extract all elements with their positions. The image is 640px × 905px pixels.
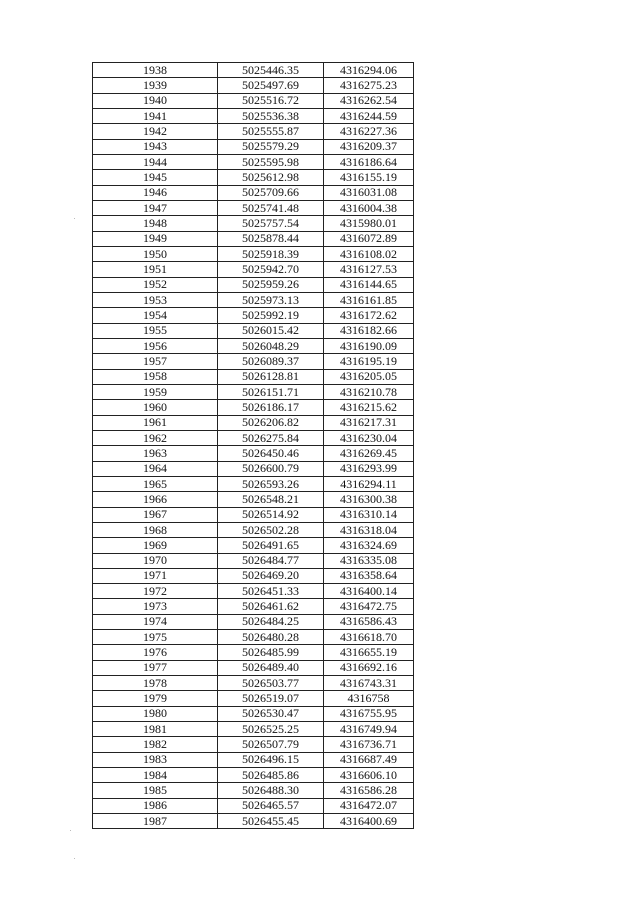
x-coordinate-cell: 5025959.26 [218, 277, 324, 292]
point-id-cell: 1956 [93, 338, 218, 353]
y-coordinate-cell: 4316182.66 [324, 323, 414, 338]
table-row [93, 446, 414, 461]
point-id-cell: 1966 [93, 492, 218, 507]
scan-speck [74, 218, 75, 219]
table-row [93, 323, 414, 338]
table-row [93, 752, 414, 767]
point-id-cell: 1964 [93, 461, 218, 476]
y-coordinate-cell: 4316655.19 [324, 645, 414, 660]
table-row [93, 93, 414, 108]
x-coordinate-cell: 5025516.72 [218, 93, 324, 108]
point-id-cell: 1973 [93, 599, 218, 614]
point-id-cell: 1961 [93, 415, 218, 430]
x-coordinate-cell: 5025878.44 [218, 231, 324, 246]
point-id-cell: 1971 [93, 568, 218, 583]
point-id-cell: 1987 [93, 814, 218, 829]
x-coordinate-cell: 5025757.54 [218, 216, 324, 231]
point-id-cell: 1972 [93, 584, 218, 599]
y-coordinate-cell: 4316400.69 [324, 814, 414, 829]
point-id-cell: 1939 [93, 78, 218, 93]
point-id-cell: 1981 [93, 722, 218, 737]
point-id-cell: 1943 [93, 139, 218, 154]
y-coordinate-cell: 4316318.04 [324, 522, 414, 537]
x-coordinate-cell: 5026128.81 [218, 369, 324, 384]
y-coordinate-cell: 4316692.16 [324, 660, 414, 675]
scan-speck [74, 858, 75, 859]
x-coordinate-cell: 5026465.57 [218, 798, 324, 813]
x-coordinate-cell: 5026484.25 [218, 614, 324, 629]
table-row [93, 768, 414, 783]
table-row [93, 354, 414, 369]
x-coordinate-cell: 5026489.40 [218, 660, 324, 675]
table-row [93, 63, 414, 78]
y-coordinate-cell: 4316072.89 [324, 231, 414, 246]
x-coordinate-cell: 5026206.82 [218, 415, 324, 430]
x-coordinate-cell: 5026484.77 [218, 553, 324, 568]
point-id-cell: 1959 [93, 384, 218, 399]
scan-speck [70, 830, 71, 831]
y-coordinate-cell: 4316215.62 [324, 400, 414, 415]
table-row [93, 798, 414, 813]
table-row [93, 568, 414, 583]
point-id-cell: 1965 [93, 476, 218, 491]
x-coordinate-cell: 5026593.26 [218, 476, 324, 491]
table-row [93, 384, 414, 399]
x-coordinate-cell: 5025595.98 [218, 154, 324, 169]
point-id-cell: 1960 [93, 400, 218, 415]
x-coordinate-cell: 5026503.77 [218, 676, 324, 691]
x-coordinate-cell: 5026469.20 [218, 568, 324, 583]
table-row [93, 400, 414, 415]
x-coordinate-cell: 5026548.21 [218, 492, 324, 507]
table-row [93, 492, 414, 507]
y-coordinate-cell: 4316293.99 [324, 461, 414, 476]
table-row [93, 461, 414, 476]
point-id-cell: 1980 [93, 706, 218, 721]
point-id-cell: 1941 [93, 108, 218, 123]
y-coordinate-cell: 4316294.06 [324, 63, 414, 78]
x-coordinate-cell: 5026496.15 [218, 752, 324, 767]
x-coordinate-cell: 5026015.42 [218, 323, 324, 338]
y-coordinate-cell: 4316472.75 [324, 599, 414, 614]
y-coordinate-cell: 4316586.43 [324, 614, 414, 629]
point-id-cell: 1986 [93, 798, 218, 813]
point-id-cell: 1948 [93, 216, 218, 231]
point-id-cell: 1985 [93, 783, 218, 798]
x-coordinate-cell: 5025446.35 [218, 63, 324, 78]
table-row [93, 124, 414, 139]
y-coordinate-cell: 4316300.38 [324, 492, 414, 507]
y-coordinate-cell: 4316205.05 [324, 369, 414, 384]
y-coordinate-cell: 4316294.11 [324, 476, 414, 491]
table-row [93, 660, 414, 675]
table-row [93, 338, 414, 353]
x-coordinate-cell: 5025973.13 [218, 292, 324, 307]
table-row [93, 231, 414, 246]
x-coordinate-cell: 5026485.99 [218, 645, 324, 660]
y-coordinate-cell: 4316275.23 [324, 78, 414, 93]
point-id-cell: 1969 [93, 538, 218, 553]
y-coordinate-cell: 4316190.09 [324, 338, 414, 353]
table-row [93, 722, 414, 737]
x-coordinate-cell: 5026450.46 [218, 446, 324, 461]
y-coordinate-cell: 4316606.10 [324, 768, 414, 783]
table-row [93, 430, 414, 445]
y-coordinate-cell: 4316108.02 [324, 246, 414, 261]
y-coordinate-cell: 4316310.14 [324, 507, 414, 522]
table-row [93, 292, 414, 307]
x-coordinate-cell: 5025536.38 [218, 108, 324, 123]
x-coordinate-cell: 5026461.62 [218, 599, 324, 614]
point-id-cell: 1954 [93, 308, 218, 323]
y-coordinate-cell: 4316736.71 [324, 737, 414, 752]
coordinates-table [92, 62, 414, 829]
y-coordinate-cell: 4316687.49 [324, 752, 414, 767]
point-id-cell: 1962 [93, 430, 218, 445]
point-id-cell: 1942 [93, 124, 218, 139]
table-row [93, 170, 414, 185]
y-coordinate-cell: 4316358.64 [324, 568, 414, 583]
y-coordinate-cell: 4316155.19 [324, 170, 414, 185]
y-coordinate-cell: 4316004.38 [324, 200, 414, 215]
y-coordinate-cell: 4316472.07 [324, 798, 414, 813]
point-id-cell: 1968 [93, 522, 218, 537]
point-id-cell: 1940 [93, 93, 218, 108]
y-coordinate-cell: 4316262.54 [324, 93, 414, 108]
point-id-cell: 1957 [93, 354, 218, 369]
table-row [93, 645, 414, 660]
point-id-cell: 1974 [93, 614, 218, 629]
x-coordinate-cell: 5026491.65 [218, 538, 324, 553]
table-row [93, 476, 414, 491]
point-id-cell: 1963 [93, 446, 218, 461]
point-id-cell: 1958 [93, 369, 218, 384]
point-id-cell: 1978 [93, 676, 218, 691]
table-row [93, 369, 414, 384]
table-row [93, 599, 414, 614]
x-coordinate-cell: 5025992.19 [218, 308, 324, 323]
point-id-cell: 1946 [93, 185, 218, 200]
y-coordinate-cell: 4316127.53 [324, 262, 414, 277]
point-id-cell: 1938 [93, 63, 218, 78]
x-coordinate-cell: 5026151.71 [218, 384, 324, 399]
table-row [93, 139, 414, 154]
y-coordinate-cell: 4316618.70 [324, 630, 414, 645]
point-id-cell: 1967 [93, 507, 218, 522]
table-row [93, 676, 414, 691]
point-id-cell: 1950 [93, 246, 218, 261]
point-id-cell: 1976 [93, 645, 218, 660]
point-id-cell: 1953 [93, 292, 218, 307]
x-coordinate-cell: 5025579.29 [218, 139, 324, 154]
table-row [93, 584, 414, 599]
x-coordinate-cell: 5026485.86 [218, 768, 324, 783]
y-coordinate-cell: 4316144.65 [324, 277, 414, 292]
x-coordinate-cell: 5026525.25 [218, 722, 324, 737]
table-row [93, 154, 414, 169]
table-row [93, 614, 414, 629]
x-coordinate-cell: 5026488.30 [218, 783, 324, 798]
y-coordinate-cell: 4315980.01 [324, 216, 414, 231]
point-id-cell: 1947 [93, 200, 218, 215]
y-coordinate-cell: 4316758 [324, 691, 414, 706]
point-id-cell: 1944 [93, 154, 218, 169]
table-row [93, 262, 414, 277]
x-coordinate-cell: 5026507.79 [218, 737, 324, 752]
x-coordinate-cell: 5025497.69 [218, 78, 324, 93]
x-coordinate-cell: 5026186.17 [218, 400, 324, 415]
table-row [93, 185, 414, 200]
y-coordinate-cell: 4316269.45 [324, 446, 414, 461]
table-row [93, 538, 414, 553]
y-coordinate-cell: 4316217.31 [324, 415, 414, 430]
point-id-cell: 1955 [93, 323, 218, 338]
x-coordinate-cell: 5025709.66 [218, 185, 324, 200]
x-coordinate-cell: 5025741.48 [218, 200, 324, 215]
point-id-cell: 1975 [93, 630, 218, 645]
point-id-cell: 1977 [93, 660, 218, 675]
table-row [93, 108, 414, 123]
table-row [93, 415, 414, 430]
table-row [93, 737, 414, 752]
table-row [93, 706, 414, 721]
x-coordinate-cell: 5026600.79 [218, 461, 324, 476]
point-id-cell: 1983 [93, 752, 218, 767]
x-coordinate-cell: 5026048.29 [218, 338, 324, 353]
table-row [93, 814, 414, 829]
table-row [93, 630, 414, 645]
point-id-cell: 1982 [93, 737, 218, 752]
x-coordinate-cell: 5026502.28 [218, 522, 324, 537]
y-coordinate-cell: 4316172.62 [324, 308, 414, 323]
y-coordinate-cell: 4316324.69 [324, 538, 414, 553]
table-row [93, 522, 414, 537]
point-id-cell: 1979 [93, 691, 218, 706]
x-coordinate-cell: 5026089.37 [218, 354, 324, 369]
x-coordinate-cell: 5026455.45 [218, 814, 324, 829]
x-coordinate-cell: 5025555.87 [218, 124, 324, 139]
y-coordinate-cell: 4316755.95 [324, 706, 414, 721]
table-row [93, 246, 414, 261]
x-coordinate-cell: 5026519.07 [218, 691, 324, 706]
x-coordinate-cell: 5026451.33 [218, 584, 324, 599]
y-coordinate-cell: 4316195.19 [324, 354, 414, 369]
y-coordinate-cell: 4316209.37 [324, 139, 414, 154]
table-row [93, 691, 414, 706]
y-coordinate-cell: 4316031.08 [324, 185, 414, 200]
point-id-cell: 1949 [93, 231, 218, 246]
y-coordinate-cell: 4316586.28 [324, 783, 414, 798]
y-coordinate-cell: 4316400.14 [324, 584, 414, 599]
table-row [93, 308, 414, 323]
y-coordinate-cell: 4316230.04 [324, 430, 414, 445]
y-coordinate-cell: 4316335.08 [324, 553, 414, 568]
point-id-cell: 1970 [93, 553, 218, 568]
point-id-cell: 1951 [93, 262, 218, 277]
x-coordinate-cell: 5026530.47 [218, 706, 324, 721]
x-coordinate-cell: 5026275.84 [218, 430, 324, 445]
y-coordinate-cell: 4316244.59 [324, 108, 414, 123]
x-coordinate-cell: 5025918.39 [218, 246, 324, 261]
y-coordinate-cell: 4316743.31 [324, 676, 414, 691]
x-coordinate-cell: 5026480.28 [218, 630, 324, 645]
table-row [93, 277, 414, 292]
coordinates-table-body [93, 63, 414, 829]
point-id-cell: 1945 [93, 170, 218, 185]
x-coordinate-cell: 5026514.92 [218, 507, 324, 522]
table-row [93, 783, 414, 798]
table-row [93, 200, 414, 215]
y-coordinate-cell: 4316749.94 [324, 722, 414, 737]
table-row [93, 216, 414, 231]
y-coordinate-cell: 4316186.64 [324, 154, 414, 169]
y-coordinate-cell: 4316210.78 [324, 384, 414, 399]
y-coordinate-cell: 4316161.85 [324, 292, 414, 307]
x-coordinate-cell: 5025612.98 [218, 170, 324, 185]
point-id-cell: 1952 [93, 277, 218, 292]
x-coordinate-cell: 5025942.70 [218, 262, 324, 277]
y-coordinate-cell: 4316227.36 [324, 124, 414, 139]
point-id-cell: 1984 [93, 768, 218, 783]
table-row [93, 78, 414, 93]
table-row [93, 553, 414, 568]
table-row [93, 507, 414, 522]
